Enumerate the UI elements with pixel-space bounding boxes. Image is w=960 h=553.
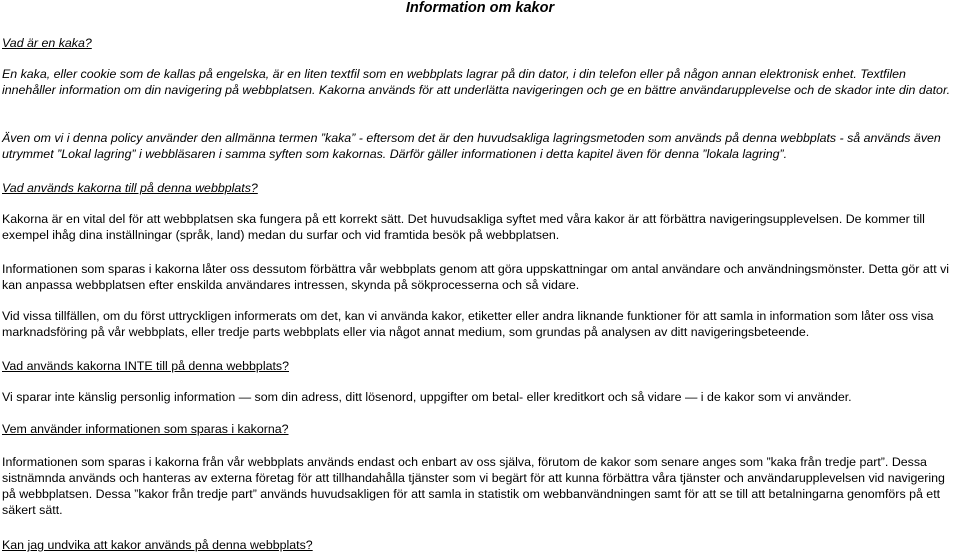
- heading-cookie-usage: Vad används kakorna till på denna webbplats?: [2, 181, 258, 195]
- heading-what-is-cookie: Vad är en kaka?: [2, 36, 92, 50]
- paragraph-cookie-purpose: Kakorna är en vital del för att webbplatsen ska fungera på ett korrekt sätt. Det huvudsakliga syftet med våra kakor är att förbättra navigeringsupplevelsen. De kommer till exempel ihåg dina inställningar (språk, land) medan du surfar och vid framtida besök på webbplatsen.: [2, 212, 925, 242]
- page-title: Information om kakor: [405, 0, 555, 16]
- heading-avoid-cookies: Kan jag undvika att kakor används på denna webbplats?: [2, 538, 313, 552]
- heading-who-uses-info: Vem använder informationen som sparas i kakorna?: [2, 422, 289, 436]
- heading-not-used-for: Vad används kakorna INTE till på denna webbplats?: [2, 359, 289, 373]
- paragraph-local-storage: Även om vi i denna policy använder den allmänna termen ”kaka” - eftersom det är den huvudsakliga lagringsmetoden som används på denna webbplats - så används även utrymmet ”Lokal lagring” i webbläsaren i samma syften som kakornas. Därför gäller informationen i detta kapitel även för denna ”lokala lagring”.: [2, 131, 941, 161]
- paragraph-statistics: Informationen som sparas i kakorna låter oss dessutom förbättra vår webbplats genom att göra uppskattningar om antal användare och användningsmönster. Detta gör att vi kan anpassa webbplatsen efter enskilda användares intressen, skynda på sökprocesserna och så vidare.: [2, 262, 950, 292]
- paragraph-marketing: Vid vissa tillfällen, om du först uttryckligen informerats om det, kan vi använda kakor, etiketter eller andra liknande funktioner för att samla in information som låter oss visa marknadsföring på vår webbplats, eller tredje parts webbplats eller via något annat medium, som grundas på analysen av ditt navigeringsbeteende.: [2, 309, 934, 339]
- paragraph-third-party: Informationen som sparas i kakorna från vår webbplats används endast och enbart av oss själva, förutom de kakor som senare anges som ”kaka från tredje part”. Dessa sistnämnda används och hanteras av externa företag för att tillhandahålla tjänster som vi begärt för att kunna förbättra våra tjänster och användarupplevelsen vid navigering på webbplatsen. Dessa ”kakor från tredje part” används huvudsakligen för att samla in statistik om webbanvändningen samt för att se till att betalningarna genomförs på ett säkert sätt.: [2, 455, 945, 517]
- paragraph-cookie-definition: En kaka, eller cookie som de kallas på engelska, är en liten textfil som en webbplats lagrar på din dator, i din telefon eller på någon annan elektronisk enhet. Textfilen innehåller information om din navigering på webbplatsen. Kakorna används för att underlätta navigeringen och ge en bättre användarupplevelse och de skador inte din dator.: [2, 67, 951, 97]
- paragraph-sensitive-info: Vi sparar inte känslig personlig information — som din adress, ditt lösenord, uppgifter om betal- eller kreditkort och så vidare — i de kakor som vi använder.: [2, 390, 852, 404]
